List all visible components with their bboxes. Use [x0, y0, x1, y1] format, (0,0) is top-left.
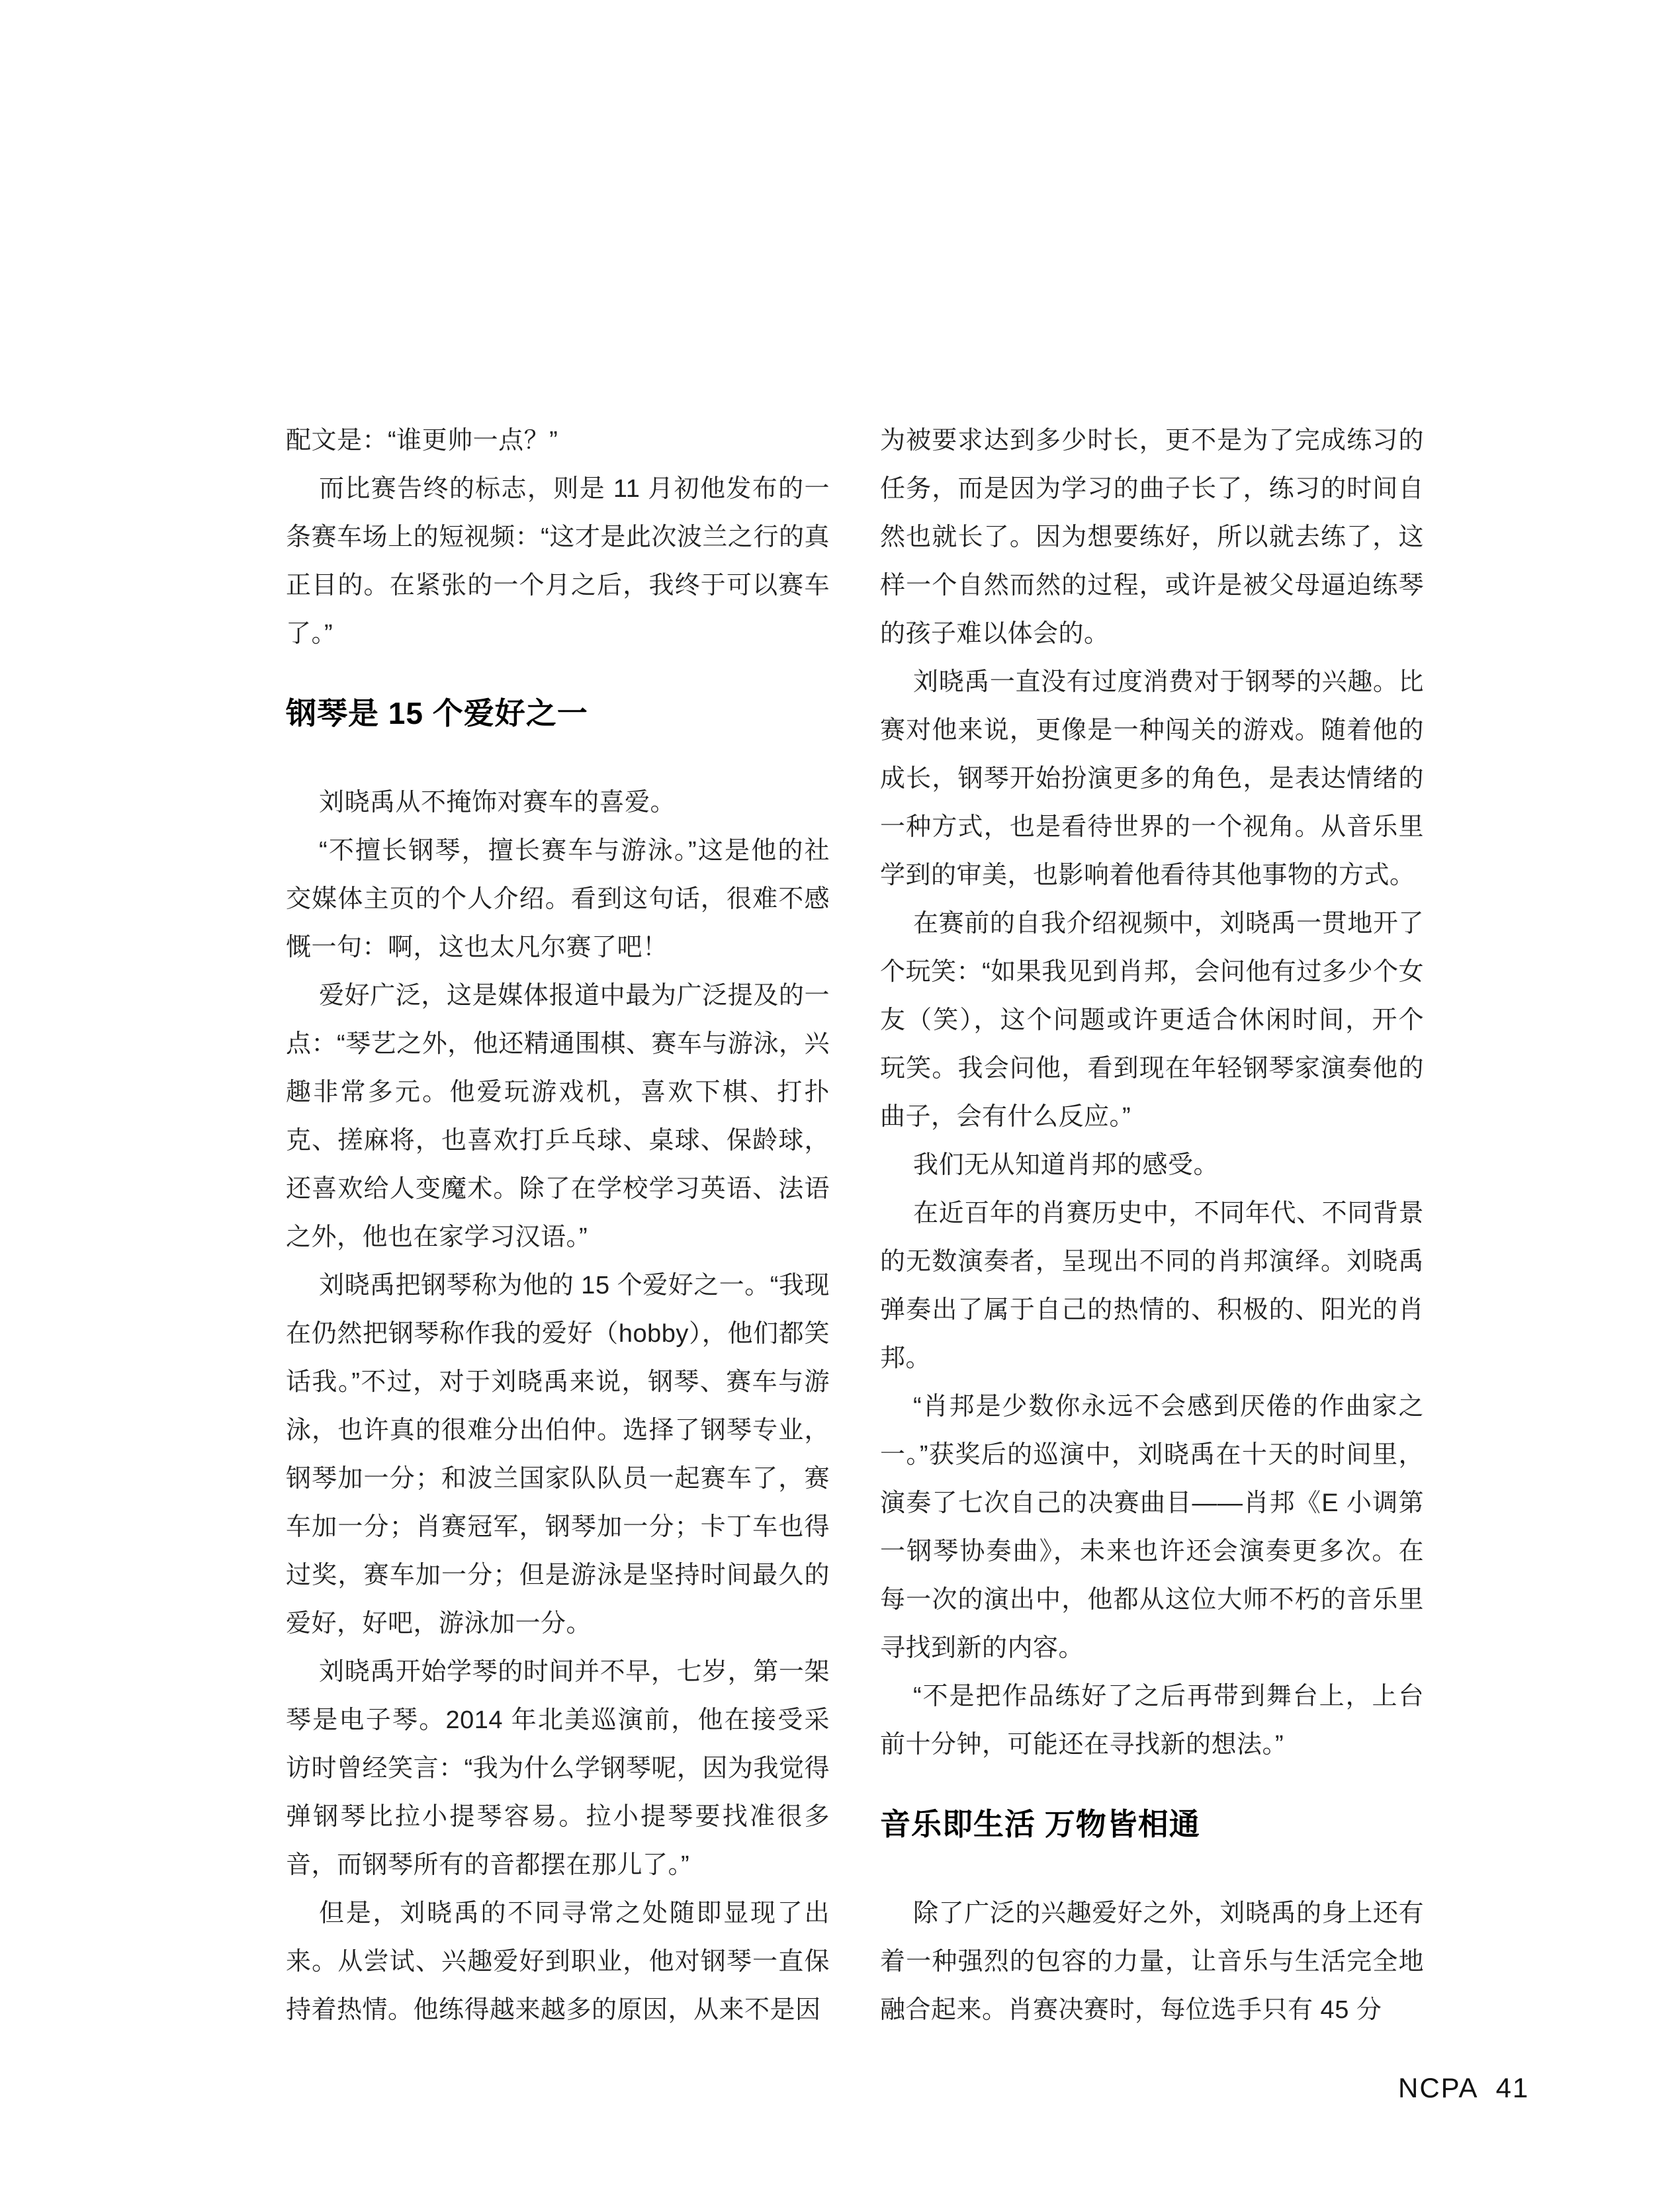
paragraph-unusual: 但是，刘晓禹的不同寻常之处随即显现了出来。从尝试、兴趣爱好到职业，他对钢琴一直保持着热情。他练得越来越多的原因，从来不是因 — [286, 1900, 830, 2024]
left-column — [286, 417, 830, 2035]
paragraph-race-video: 而比赛告终的标志，则是 11 月初他发布的一条赛车场上的短视频：“这才是此次波兰之行的真正目的。在紧张的一个月之后，我终于可以赛车了。” — [286, 475, 830, 648]
paragraph-fifteen-hobbies: 刘晓禹把钢琴称为他的 15 个爱好之一。“我现在仍然把钢琴称作我的爱好（hobby），他们都笑话我。”不过，对于刘晓禹来说，钢琴、赛车与游泳，也许真的很难分出伯仲。选择了钢琴专业，钢琴加一分；和波兰国家队队员一起赛车了，赛车加一分；肖赛冠军，钢琴加一分；卡丁车也得过奖，赛车加一分；但是游泳是坚持时间最久的爱好，好吧，游泳加一分。 — [286, 1272, 830, 1638]
paragraph-caption: 配文是：“谁更帅一点？” — [286, 427, 558, 455]
article-body — [286, 417, 1424, 2035]
paragraph-practice-reason: 为被要求达到多少时长，更不是为了完成练习的任务，而是因为学习的曲子长了，练习的时间自然也就长了。因为想要练好，所以就去练了，这样一个自然而然的过程，或许是被父母逼迫练琴的孩子难以体会的。 — [880, 427, 1424, 648]
page-footer — [1398, 2074, 1529, 2102]
paragraph-new-ideas: “不是把作品练好了之后再带到舞台上，上台前十分钟，可能还在寻找新的想法。” — [880, 1683, 1424, 1759]
paragraph-hundred-years: 在近百年的肖赛历史中，不同年代、不同背景的无数演奏者，呈现出不同的肖邦演绎。刘晓禹弹奏出了属于自己的热情的、积极的、阳光的肖邦。 — [880, 1200, 1424, 1372]
paragraph-never-tired: “肖邦是少数你永远不会感到厌倦的作曲家之一。”获奖后的巡演中，刘晓禹在十天的时间里，演奏了七次自己的决赛曲目——肖邦《E 小调第一钢琴协奏曲》，未来也许还会演奏更多次。在每一次的演出中，他都从这位大师不朽的音乐里寻找到新的内容。 — [880, 1393, 1424, 1662]
paragraph-joke-chopin: 在赛前的自我介绍视频中，刘晓禹一贯地开了个玩笑：“如果我见到肖邦，会问他有过多少个女友（笑），这个问题或许更适合休闲时间，开个玩笑。我会问他，看到现在年轻钢琴家演奏他的曲子，会有什么反应。” — [880, 910, 1424, 1131]
paragraph-started-late: 刘晓禹开始学琴的时间并不早，七岁，第一架琴是电子琴。2014 年北美巡演前，他在接受采访时曾经笑言：“我为什么学钢琴呢，因为我觉得弹钢琴比拉小提琴容易。拉小提琴要找准很多音，而钢琴所有的音都摆在那儿了。” — [286, 1658, 830, 1879]
paragraph-chopin-feeling: 我们无从知道肖邦的感受。 — [913, 1151, 1219, 1179]
paragraph-inclusive-power: 除了广泛的兴趣爱好之外，刘晓禹的身上还有着一种强烈的包容的力量，让音乐与生活完全地融合起来。肖赛决赛时，每位选手只有 45 分 — [880, 1900, 1424, 2024]
paragraph-social-profile: “不擅长钢琴，擅长赛车与游泳。”这是他的社交媒体主页的个人介绍。看到这句话，很难不感慨一句：啊，这也太凡尔赛了吧！ — [286, 837, 830, 961]
section-heading-music-life: 音乐即生活 万物皆相通 — [880, 1807, 1200, 1841]
section-heading-piano-hobby: 钢琴是 15 个爱好之一 — [286, 696, 588, 730]
page-number: 41 — [1495, 2072, 1530, 2103]
paragraph-wide-interests: 爱好广泛，这是媒体报道中最为广泛提及的一点：“琴艺之外，他还精通围棋、赛车与游泳，兴趣非常多元。他爱玩游戏机，喜欢下棋、打扑克、搓麻将，也喜欢打乒乓球、桌球、保龄球，还喜欢给人变魔术。除了在学校学习英语、法语之外，他也在家学习汉语。” — [286, 982, 830, 1251]
journal-name: NCPA — [1398, 2072, 1479, 2103]
paragraph-no-overconsume: 刘晓禹一直没有过度消费对于钢琴的兴趣。比赛对他来说，更像是一种闯关的游戏。随着他的成长，钢琴开始扮演更多的角色，是表达情绪的一种方式，也是看待世界的一个视角。从音乐里学到的审美，也影响着他看待其他事物的方式。 — [880, 668, 1424, 889]
right-column — [880, 417, 1424, 2035]
paragraph-love-racing: 刘晓禹从不掩饰对赛车的喜爱。 — [319, 789, 676, 816]
